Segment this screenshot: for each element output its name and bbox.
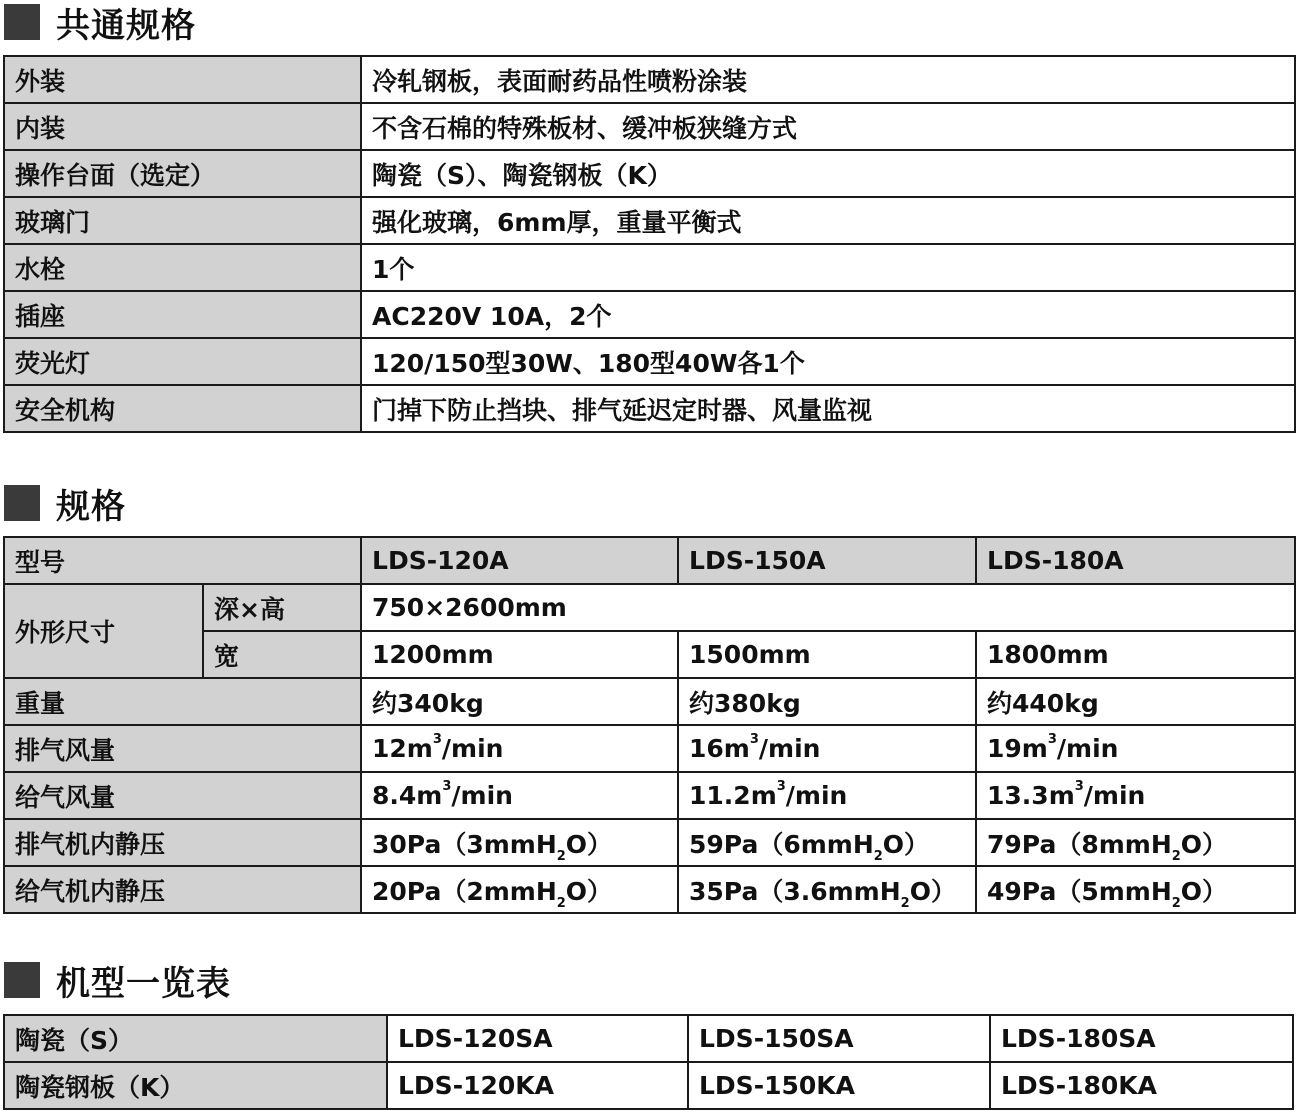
supply-value: $8.4m^3/\min$ (361, 772, 678, 819)
section-title: 规格 (56, 486, 126, 527)
table-row (4, 244, 1295, 291)
model-name: LDS-180A (976, 537, 1295, 584)
table-row (4, 678, 1295, 725)
width-value: 1200mm (361, 631, 678, 678)
row-value: 不含石棉的特殊板材、缓冲板狭缝方式 (361, 103, 1295, 150)
row-value: 强化玻璃，6mm厚，重量平衡式 (361, 197, 1295, 244)
table-row (4, 1015, 1293, 1062)
depth-height-value: 750×2600mm (361, 584, 1295, 631)
model-list-table (3, 1014, 1294, 1110)
model-type-label: 陶瓷钢板（K） (4, 1062, 387, 1109)
table-row (4, 1062, 1293, 1109)
supply-value: $13.3m^3/\min$ (976, 772, 1295, 819)
model-name: LDS-120A (361, 537, 678, 584)
supply-value: $11.2m^3/\min$ (678, 772, 976, 819)
table-row (4, 584, 1295, 631)
model-code: LDS-120SA (387, 1015, 688, 1062)
row-value: 门掉下防止挡块、排气延迟定时器、风量监视 (361, 385, 1295, 432)
exhaust-label: 排气风量 (4, 725, 361, 772)
row-label: 安全机构 (4, 385, 361, 432)
table-row (4, 537, 1295, 584)
model-code: LDS-150KA (688, 1062, 990, 1109)
width-value: 1500mm (678, 631, 976, 678)
row-label: 玻璃门 (4, 197, 361, 244)
section-title: 共通规格 (56, 5, 196, 46)
exhaust-value: $19m^3/\min$ (976, 725, 1295, 772)
table-row (4, 819, 1295, 866)
model-code: LDS-180KA (990, 1062, 1293, 1109)
row-value: AC220V 10A，2个 (361, 291, 1295, 338)
section-header-specs (4, 481, 126, 525)
exhaust-pressure-label: 排气机内静压 (4, 819, 361, 866)
section-square-icon (4, 485, 40, 521)
row-label: 荧光灯 (4, 338, 361, 385)
supply-pressure-value: 35Pa（3.6mmH$_2$O） (678, 866, 976, 913)
section-title: 机型一览表 (56, 963, 231, 1004)
weight-value: 约380kg (678, 678, 976, 725)
row-label: 操作台面（选定） (4, 150, 361, 197)
exhaust-value: $12m^3/\min$ (361, 725, 678, 772)
row-label: 插座 (4, 291, 361, 338)
table-row (4, 103, 1295, 150)
section-square-icon (4, 962, 40, 998)
supply-pressure-value: 20Pa（2mmH$_2$O） (361, 866, 678, 913)
section-header-common (4, 0, 196, 44)
exhaust-value: $16m^3/\min$ (678, 725, 976, 772)
weight-value: 约440kg (976, 678, 1295, 725)
model-name: LDS-150A (678, 537, 976, 584)
model-label: 型号 (4, 537, 361, 584)
width-value: 1800mm (976, 631, 1295, 678)
row-label: 内装 (4, 103, 361, 150)
spec-table (3, 536, 1296, 914)
section-header-models (4, 958, 231, 1002)
table-row (4, 338, 1295, 385)
row-label: 水栓 (4, 244, 361, 291)
width-label: 宽 (203, 631, 361, 678)
table-row (4, 150, 1295, 197)
model-code: LDS-120KA (387, 1062, 688, 1109)
supply-pressure-label: 给气机内静压 (4, 866, 361, 913)
row-value: 120/150型30W、180型40W各1个 (361, 338, 1295, 385)
table-row (4, 385, 1295, 432)
table-row (4, 291, 1295, 338)
model-code: LDS-150SA (688, 1015, 990, 1062)
row-label: 外装 (4, 56, 361, 103)
dimension-label: 外形尺寸 (4, 584, 203, 678)
section-square-icon (4, 4, 40, 40)
supply-pressure-value: 49Pa（5mmH$_2$O） (976, 866, 1295, 913)
exhaust-pressure-value: 79Pa（8mmH$_2$O） (976, 819, 1295, 866)
table-row (4, 56, 1295, 103)
weight-value: 约340kg (361, 678, 678, 725)
supply-label: 给气风量 (4, 772, 361, 819)
weight-label: 重量 (4, 678, 361, 725)
row-value: 1个 (361, 244, 1295, 291)
row-value: 陶瓷（S）、陶瓷钢板（K） (361, 150, 1295, 197)
depth-height-label: 深×高 (203, 584, 361, 631)
table-row (4, 866, 1295, 913)
common-spec-table (3, 55, 1296, 433)
table-row (4, 197, 1295, 244)
exhaust-pressure-value: 30Pa（3mmH$_2$O） (361, 819, 678, 866)
model-type-label: 陶瓷（S） (4, 1015, 387, 1062)
exhaust-pressure-value: 59Pa（6mmH$_2$O） (678, 819, 976, 866)
table-row (4, 725, 1295, 772)
model-code: LDS-180SA (990, 1015, 1293, 1062)
table-row (4, 772, 1295, 819)
row-value: 冷轧钢板，表面耐药品性喷粉涂装 (361, 56, 1295, 103)
